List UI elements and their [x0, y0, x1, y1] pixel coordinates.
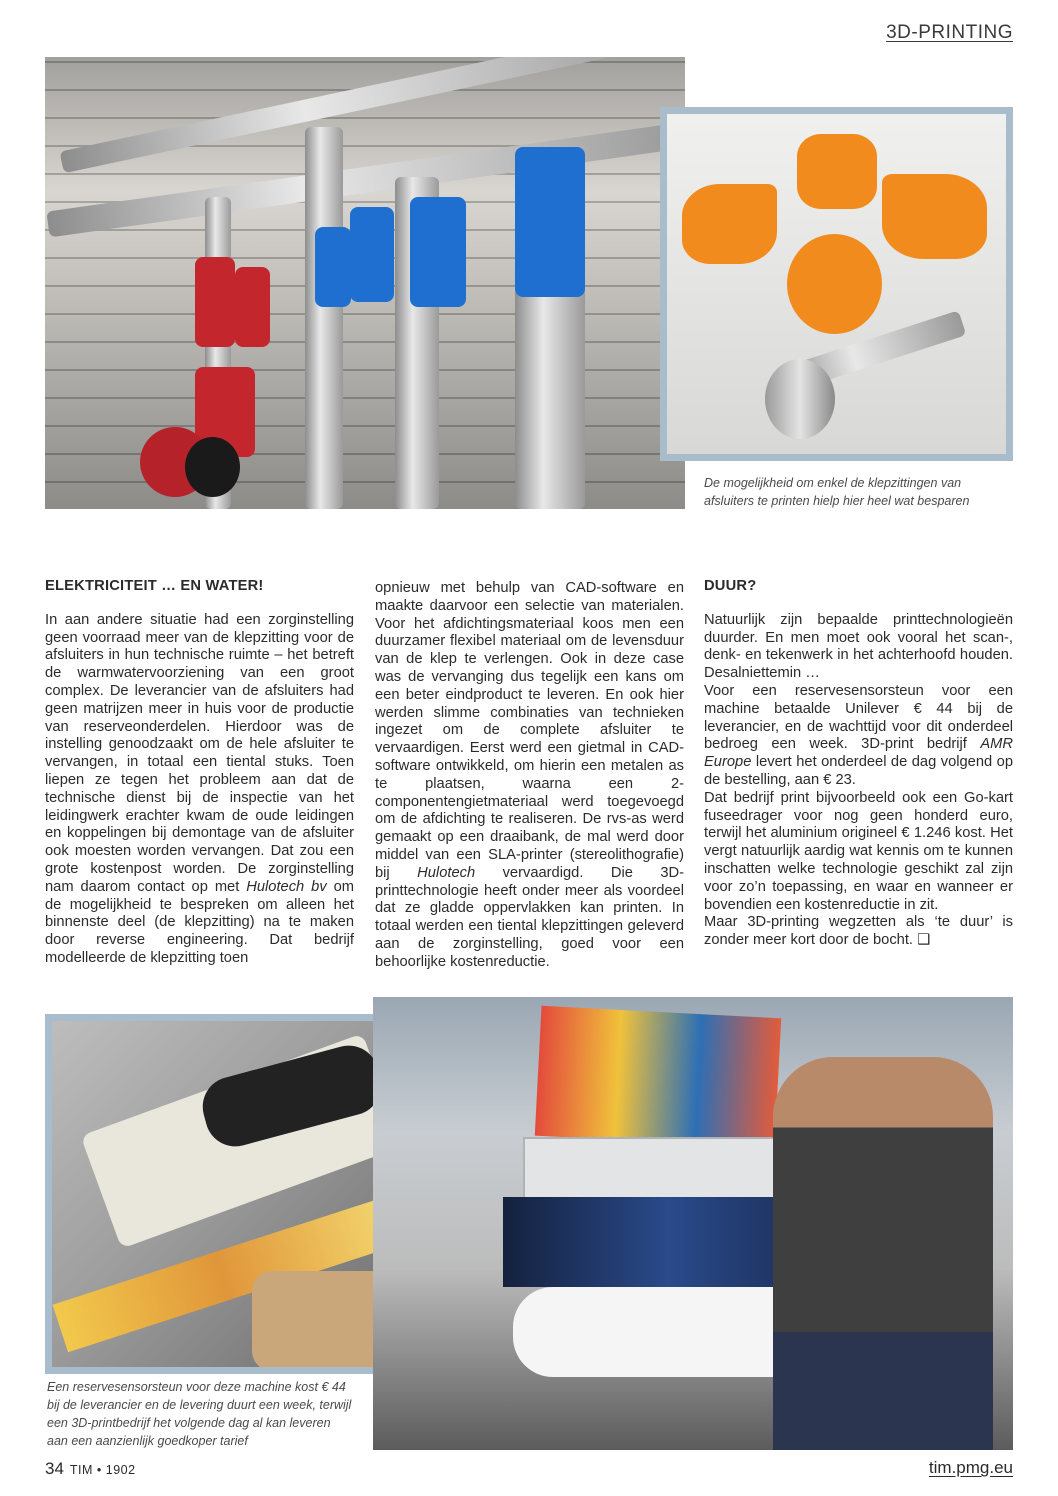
- caption-printed-parts: De mogelijkheid om enkel de klepzittingen van afsluiters te printen hielp hier heel wat besparen: [704, 476, 970, 508]
- photo-pipes-valves: [45, 57, 685, 509]
- paragraph-col3-2: Voor een reservesensorsteun voor een machine betaalde Unilever € 44 bij de leverancier, en de wachttijd voor dit onderdeel bedroeg een week. 3D-print bedrijf AMR Europe levert het onderdeel de dag volgend op de bestelling, aan € 23.: [704, 682, 1013, 788]
- magazine-issue: TIM • 1902: [69, 1463, 136, 1477]
- paragraph-col2: opnieuw met behulp van CAD-software en maakte daarvoor een selectie van materialen. Voor het afdichtingsmateriaal koos men een duurzamer flexibel materiaal om de levensduur van de klep te verlengen. Ook in deze case was de vervanging dus tegelijk een kans om een beter eindproduct te leveren. En ook hier werden slimme combinaties van technieken ingezet om de complete afsluiter te vervaardigen. Eerst werd een gietmal in CAD-software ontwikkeld, om hierin een metalen as te plaatsen, waarna een 2-componentengietmateriaal werd toegevoegd om de afdichting te realiseren. De rvs-as werd gemaakt op een draaibank, de mal werd door middel van een SLA-printer (stereolithografie) bij Hulotech vervaardigd. Die 3D-printtechnologie heeft onder meer als voordeel dat ze gladde oppervlakken kan printen. In totaal werden een tiental klepzittingen geleverd aan de zorginstelling, goed voor een behoorlijke kostenreductie.: [375, 580, 684, 970]
- paragraph-col3-3: Dat bedrijf print bijvoorbeeld ook een Go-kart fuseedrager voor nog geen honderd euro, terwijl het aluminium origineel € 1.246 kost. Het vergt natuurlijk aardig wat kennis om te kunnen inschatten welke technologie geschikt zal zijn voor zo’n toepassing, en waar en wanneer er bovendien een kostenreductie in zit.: [704, 789, 1013, 913]
- paragraph-col3-4: Maar 3D-printing wegzetten als ‘te duur’ is zonder meer kort door de bocht. ❑: [704, 914, 1013, 949]
- photo-large-format-printer: [373, 997, 1013, 1450]
- footer-url-link[interactable]: tim.pmg.eu: [928, 1458, 1013, 1477]
- footer-page-info: [45, 1459, 136, 1479]
- caption-machine-sensor: Een reservesensorsteun voor deze machine kost € 44 bij de leverancier en de levering duurt een week, terwijl een 3D-printbedrijf het volgende dag al kan leveren aan een aanzienlijk goedkoper tarief: [47, 1380, 352, 1448]
- paragraph-col3-1: Natuurlijk zijn bepaalde printtechnologieën duurder. En men moet ook vooral het scan-, denk- en tekenwerk in het achterhoofd houden. Desalniettemin …: [704, 611, 1013, 682]
- article-column-3: [704, 578, 1013, 950]
- heading-duur: DUUR?: [704, 578, 757, 594]
- page-number: 34: [45, 1459, 64, 1478]
- heading-elektriciteit: ELEKTRICITEIT … EN WATER!: [45, 578, 264, 594]
- photo-printed-parts: [660, 107, 1013, 461]
- article-column-2: [375, 580, 684, 972]
- paragraph-col1: In aan andere situatie had een zorginstelling geen voorraad meer van de klepzitting voor de afsluiters in hun technische ruimte – het betreft de warmwatervoorziening van een groot complex. De leverancier van de afsluiters had geen matrijzen meer in huis voor de productie van reserveonderdelen. Hierdoor was de instelling genoodzaakt om de hele afsluiter te vervangen, in totaal een tiental stuks. Toen liepen ze tegen het probleem aan dat de technische dienst bij de inspectie van het leidingwerk erachter kwam de oude leidingen en koppelingen bij demontage van de afsluiter ook moesten worden vervangen. Dat zou een grote kostenpost worden. De zorginstelling nam daarom contact op met Hulotech bv om de mogelijkheid te bespreken om alleen het binnenste deel (de klepzitting) na te maken door reverse engineering. Dat bedrijf modelleerde de klepzitting toen: [45, 611, 355, 966]
- photo-machine-sensor: [45, 1014, 393, 1374]
- company-amr-europe: AMR Europe: [704, 736, 1013, 771]
- company-hulotech-bv: Hulotech bv: [246, 878, 327, 895]
- article-column-1: [45, 578, 354, 968]
- company-hulotech: Hulotech: [417, 864, 476, 881]
- section-tag: 3D-PRINTING: [886, 22, 1013, 43]
